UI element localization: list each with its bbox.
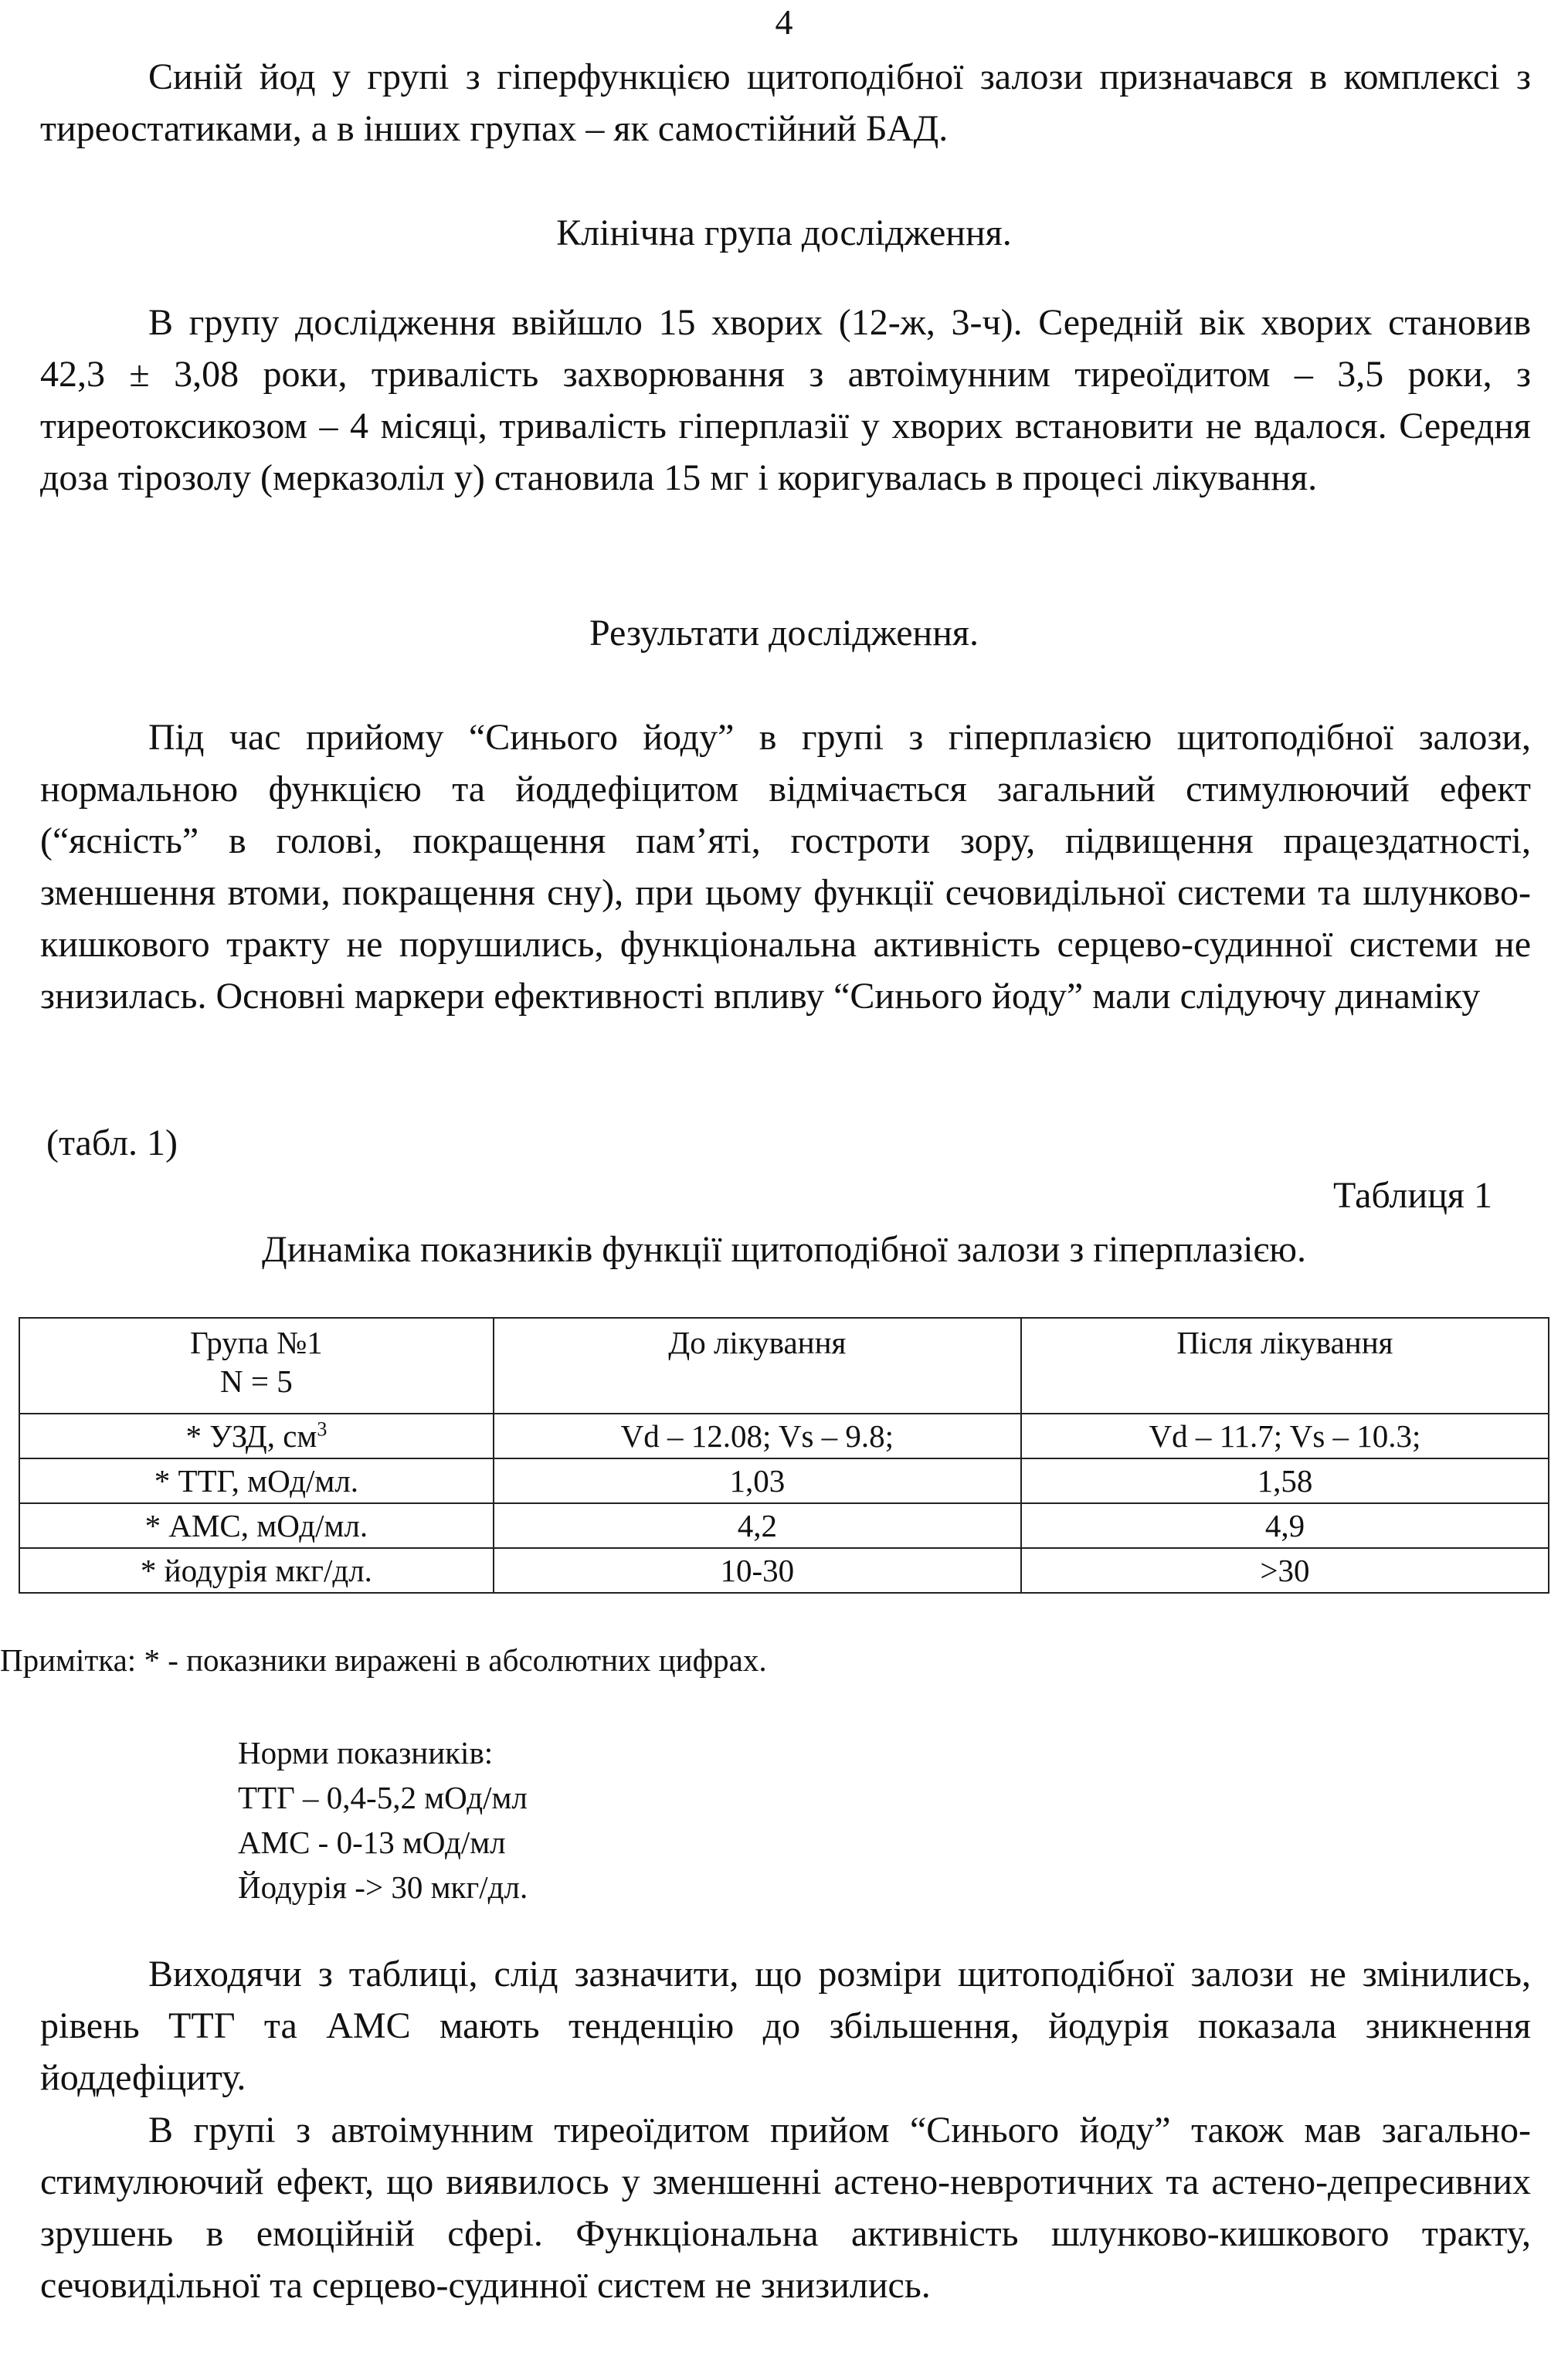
norm-item: АМС - 0-13 мОд/мл [238, 1825, 506, 1860]
table-row [19, 1548, 1549, 1593]
page-number: 4 [775, 2, 793, 42]
header-group-name: Група №1 [190, 1325, 323, 1360]
header-before: До лікування [494, 1318, 1021, 1414]
norms-title: Норми показників: [238, 1735, 494, 1771]
results-paragraph: Під час прийому “Синього йоду” в групі з гіперплазією щитоподібної залози, нормальною функцією та йоддефіцитом відмічається загальний стимулюючий ефект (“ясність” в голові, покращення пам’яті, гостроти зору, підвищення працездатності, зменшення втоми, покращення сну), при цьому функції сечовидільної системи та шлунково-кишкового тракту не порушились, функціональна активність серцево-судинної системи не знизилась. Основні маркери ефективності впливу “Синього йоду” мали слідуючу динаміку [40, 717, 1531, 1017]
results-heading: Результати дослідження. [589, 613, 979, 654]
row-after-value: >30 [1021, 1548, 1549, 1593]
autoimmune-paragraph: В групі з автоімунним тиреоїдитом прийом “Синього йоду” також мав загально-стимулюючий ефект, що виявилось у зменшенні астено-невротичних та астено-депресивних зрушень в емоційній сфері. Функціональна активність шлунково-кишкового тракту, сечовидільної та серцево-судинної систем не знизились. [40, 2110, 1531, 2306]
header-after: Після лікування [1021, 1318, 1549, 1414]
clinical-group-paragraph: В групу дослідження ввійшло 15 хворих (12-ж, 3-ч). Середній вік хворих становив 42,3 ± 3,08 роки, тривалість захворювання з автоімунним тиреоїдитом – 3,5 роки, з тиреотоксикозом – 4 місяці, тривалість гіперплазії у хворих встановити не вдалося. Середня доза тірозолу (мерказоліл у) становила 15 мг і коригувалась в процесі лікування. [40, 302, 1531, 498]
header-group-size: N = 5 [220, 1363, 293, 1399]
row-label: * УЗД, $см^3$ [19, 1414, 494, 1458]
table-header-row [19, 1318, 1549, 1414]
row-after-value: 1,58 [1021, 1458, 1549, 1503]
table-number: Таблиця 1 [1332, 1175, 1492, 1216]
row-before-value: 4,2 [494, 1503, 1021, 1548]
table-caption: Динаміка показників функції щитоподібної залози з гіперплазією. [261, 1229, 1306, 1270]
norms-block [238, 1730, 528, 1910]
table-note: Примітка: * - показники виражені в абсолютних цифрах. [0, 1642, 767, 1678]
row-after-value: Vd – 11.7; Vs – 10.3; [1021, 1414, 1549, 1458]
table-reference: (табл. 1) [46, 1122, 178, 1163]
table-row [19, 1458, 1549, 1503]
row-after-value: 4,9 [1021, 1503, 1549, 1548]
row-label: * ТТГ, мОд/мл. [19, 1458, 494, 1503]
row-label: * АМС, мОд/мл. [19, 1503, 494, 1548]
header-group [19, 1318, 494, 1414]
thyroid-dynamics-table [19, 1317, 1549, 1594]
conclusion-paragraph: Виходячи з таблиці, слід зазначити, що розміри щитоподібної залози не змінились, рівень ТТГ та АМС мають тенденцію до збільшення, йодурія показала зникнення йоддефіциту. [40, 1954, 1531, 2098]
table-row [19, 1414, 1549, 1458]
norm-item: Йодурія -> 30 мкг/дл. [238, 1869, 528, 1905]
row-before-value: 10-30 [494, 1548, 1021, 1593]
row-before-value: Vd – 12.08; Vs – 9.8; [494, 1414, 1021, 1458]
intro-paragraph: Синій йод у групі з гіперфункцією щитоподібної залози призначався в комплексі з тиреостатиками, а в інших групах – як самостійний БАД. [40, 56, 1531, 149]
row-before-value: 1,03 [494, 1458, 1021, 1503]
clinical-group-heading: Клінічна група дослідження. [556, 212, 1012, 253]
norm-item: ТТГ – 0,4-5,2 мОд/мл [238, 1780, 528, 1815]
row-label: * йодурія мкг/дл. [19, 1548, 494, 1593]
table-row [19, 1503, 1549, 1548]
